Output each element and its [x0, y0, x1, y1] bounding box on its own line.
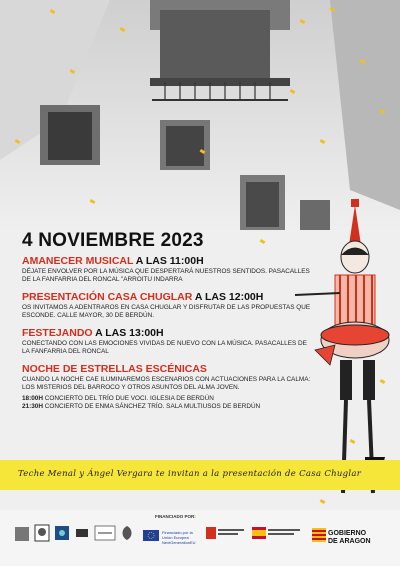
event-heading — [22, 291, 312, 304]
events-list — [22, 255, 312, 418]
event-time: A LAS 12:00H — [192, 291, 264, 303]
event-item — [22, 255, 312, 284]
sponsor-logo — [54, 525, 70, 541]
sponsor-logo — [34, 524, 50, 542]
schedule-time: 21:30H — [22, 403, 43, 410]
schedule-text: CONCIERTO DEL TRÍO DUE VOCI. IGLESIA DE BERDÚN — [42, 395, 214, 402]
gob-line1: GOBIERNO — [328, 530, 367, 537]
schedule-time: 18:00H — [22, 395, 43, 402]
gobierno-aragon-text — [328, 530, 371, 546]
event-heading — [22, 327, 312, 340]
event-name: FESTEJANDO — [22, 327, 93, 339]
banner-text: Teche Menal y Ángel Vergara te invitan a la presentación de Casa Chuglar — [18, 469, 362, 479]
page-title: 4 NOVIEMBRE 2023 — [22, 230, 204, 251]
financed-label: FINANCIADO POR: — [155, 514, 196, 519]
aragon-flag-icon — [312, 528, 326, 542]
event-name: NOCHE DE ESTRELLAS ESCÉNICAS — [22, 363, 207, 375]
event-heading — [22, 363, 312, 376]
sponsor-logo — [74, 525, 90, 541]
schedule-line — [22, 403, 312, 411]
confetti — [320, 499, 326, 504]
event-description: DÉJATE ENVOLVER POR LA MÚSICA QUE DESPERTARÁ NUESTROS SENTIDOS. PASACALLES DE LA FANFARRIA DEL RONCAL "ARROITU INDARRA — [22, 268, 310, 283]
event-description: CUANDO LA NOCHE CAE ILUMINAREMOS ESCENARIOS CON ACTUACIONES PARA LA CALMA: LOS MISTERIOS DEL BARROCO Y OTROS ASUNTOS DEL ALMA JOVEN. — [22, 376, 311, 391]
recovery-plan-logo — [206, 526, 246, 540]
event-item — [22, 291, 312, 320]
event-name: PRESENTACIÓN CASA CHUGLAR — [22, 291, 193, 303]
event-time: A LAS 13:00H — [92, 327, 164, 339]
event-item — [22, 327, 312, 356]
eu-funding-text: Financiado por la Unión Europea NextGenerationEU — [162, 530, 196, 545]
event-item — [22, 363, 312, 411]
sponsor-logo — [14, 526, 30, 542]
eu-flag-icon — [143, 530, 159, 541]
schedule-text: CONCIERTO DE ENMA SÁNCHEZ TRÍO. SALA MULTIUSOS DE BERDÚN — [42, 403, 261, 410]
schedule-line — [22, 395, 312, 403]
event-time: A LAS 11:00H — [133, 255, 204, 267]
sponsor-logo — [118, 524, 136, 542]
confetti — [260, 239, 266, 244]
sponsor-logo — [94, 524, 116, 542]
event-heading — [22, 255, 312, 268]
event-description: CONECTANDO CON LAS EMOCIONES VIVIDAS DE NUEVO CON LA MÚSICA. PASACALLES DE LA FANFARRIA DEL RONCAL — [22, 340, 307, 355]
gob-line2: DE ARAGON — [328, 538, 371, 545]
invitation-banner — [0, 460, 400, 490]
spain-government-logo — [252, 526, 302, 540]
event-description: OS INVITAMOS A ADENTRAROS EN CASA CHUGLAR Y DISFRUTAR DE LAS PROPUESTAS QUE ESCONDE. CALLE MAYOR, 30 DE BERDÚN. — [22, 304, 311, 319]
event-name: AMANECER MUSICAL — [22, 255, 134, 267]
